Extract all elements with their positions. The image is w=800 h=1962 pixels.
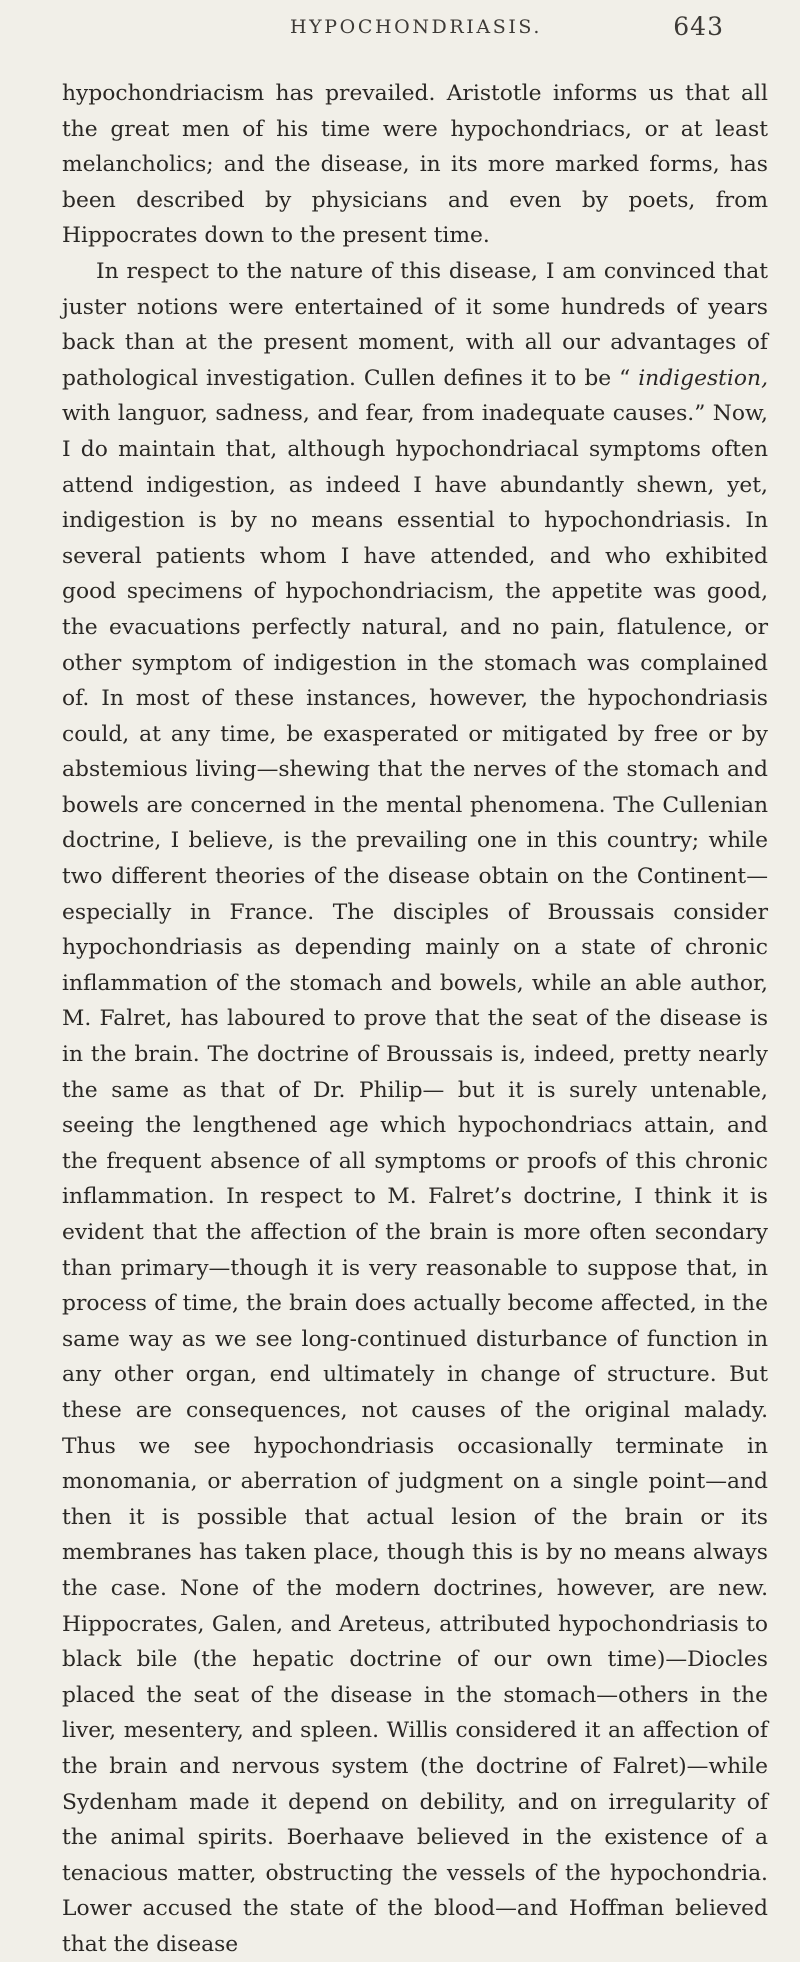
paragraph-2-text-rest: with languor, sadness, and fear, from inadequate causes.” Now, I do maintain that, although hypochondriacal symptoms often attend indigestion, as indeed I have abundantly shewn, yet, indigestion is by no means essential to hypochondriasis. In several patients whom I have attended, and who exhibited good specimens of hypochondriacism, the appetite was good, the evacuations perfectly natural, and no pain, flatulence, or other symptom of indigestion in the stomach was complained of. In most of these instances, however, the hypochondriasis could, at any time, be exasperated or mitigated by free or by abstemious living—shewing that the nerves of the stomach and bowels are concerned in the mental phenomena. The Cullenian doctrine, I believe, is the prevailing one in this country; while two different theories of the disease obtain on the Continent—especially in France. The disciples of Broussais consider hypochondriasis as depending mainly on a state of chronic inflammation of the stomach and bowels, while an able author, M. Falret, has laboured to prove that the seat of the disease is in the brain. The doctrine of Broussais is, indeed, pretty nearly the same as that of Dr. Philip— but it is surely untenable, seeing the lengthened age which hypochondriacs attain, and the frequent absence of all symptoms or proofs of this chronic inflammation. In respect to M. Falret’s doctrine, I think it is evident that the affection of the brain is more often secondary than primary—though it is very reasonable to suppose that, in process of time, the brain does actually become affected, in the same way as we see long-continued disturbance of function in any other organ, end ultimately in change of structure. But these are consequences, not causes of the original malady. Thus we see hypochondriasis occasionally terminate in monomania, or aberration of judgment on a single point—and then it is possible that actual lesion of the brain or its membranes has taken place, though this is by no means always the case. None of the modern doctrines, however, are new. Hippocrates, Galen, and Areteus, attributed hypochondriasis to black bile (the hepatic doctrine of our own time)—Diocles placed the seat of the disease in the stomach—others in the liver, mesentery, and spleen. Willis considered it an affection of the brain and nervous system (the doctrine of Falret)—while Sydenham made it depend on debility, and on irregularity of the animal spirits. Boerhaave believed in the existence of a tenacious matter, obstructing the vessels of the hypochondria. Lower accused the state of the blood—and Hoffman believed that the disease [62, 401, 768, 1957]
italic-term: indigestion, [638, 365, 768, 391]
body-text [62, 76, 768, 1962]
page-number: 643 [673, 12, 724, 41]
paragraph-1: hypochondriacism has prevailed. Aristotle informs us that all the great men of his time were hypochondriacs, or at least melancholics; and the disease, in its more marked forms, has been described by physicians and even by poets, from Hippocrates down to the present time. [62, 81, 768, 249]
running-title: HYPOCHONDRIASIS. [289, 16, 543, 38]
paragraph-2 [62, 254, 768, 1962]
running-head [68, 10, 764, 50]
paragraph-2-text-start: In respect to the nature of this disease, I am convinced that juster notions were entertained of it some hundreds of years back than at the present moment, with all our advantages of pathological investigation. Cullen defines it to be “ [62, 258, 768, 391]
